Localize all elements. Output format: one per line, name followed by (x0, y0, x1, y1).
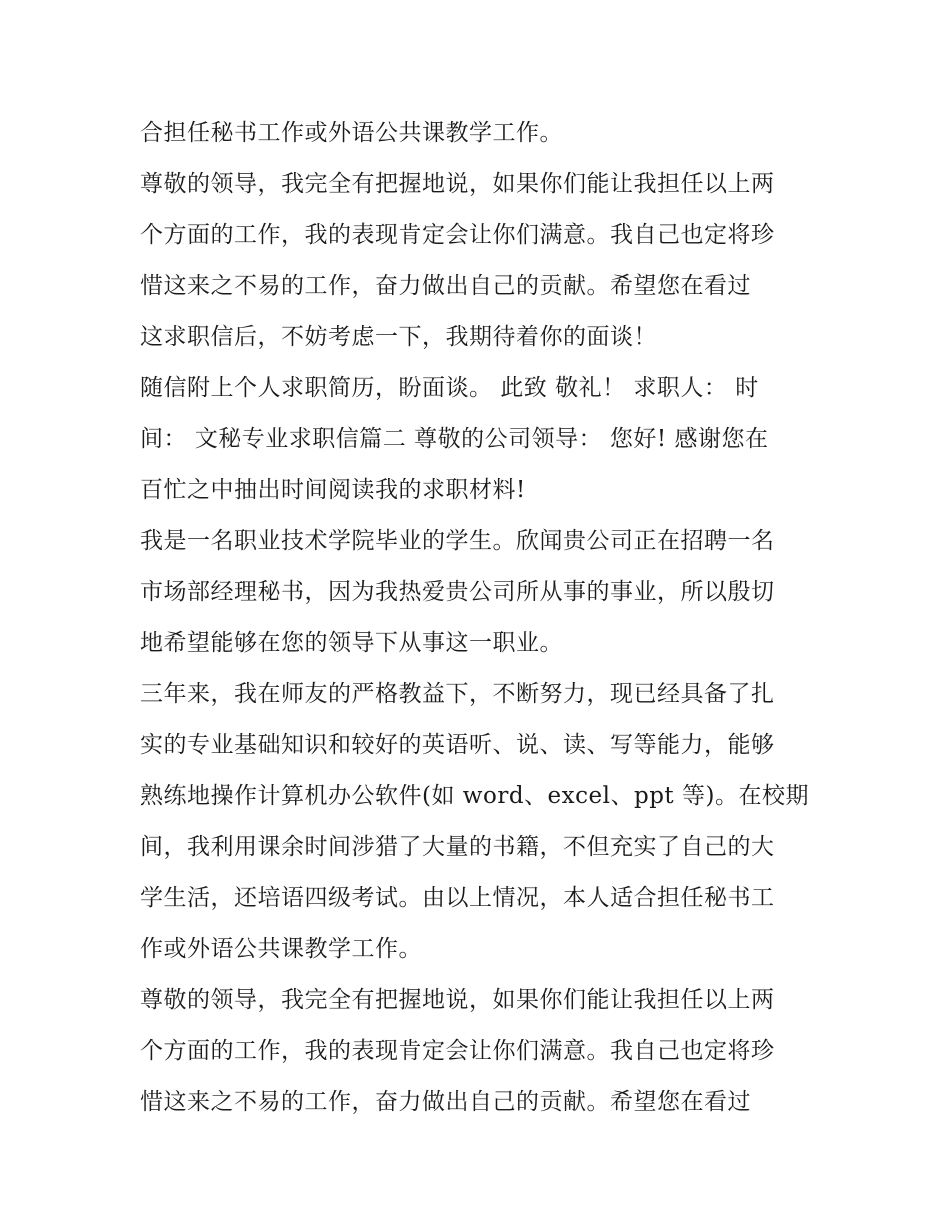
text-line: 实的专业基础知识和较好的英语听、说、读、写等能力，能够 (140, 732, 775, 758)
text-line: 三年来，我在师友的严格教益下，不断努力，现已经具备了扎 (140, 681, 775, 707)
text-line: 间，我利用课余时间涉猎了大量的书籍，不但充实了自己的大 (140, 834, 775, 860)
text-line: 作或外语公共课教学工作。 (140, 936, 422, 962)
text-line: 我是一名职业技术学院毕业的学生。欣闻贵公司正在招聘一名 (140, 528, 775, 554)
text-line: 惜这来之不易的工作，奋力做出自己的贡献。希望您在看过 (140, 1089, 751, 1115)
text-line: 随信附上个人求职简历，盼面谈。 此致 敬礼！ 求职人： 时 (140, 375, 759, 401)
text-line: 地希望能够在您的领导下从事这一职业。 (140, 630, 563, 656)
text-line: 学生活，还培语四级考试。由以上情况，本人适合担任秘书工 (140, 885, 775, 911)
text-line: 百忙之中抽出时间阅读我的求职材料! (140, 477, 526, 503)
document-body (140, 108, 830, 1128)
text-line: 间： 文秘专业求职信篇二 尊敬的公司领导： 您好! 感谢您在 (140, 426, 769, 452)
text-line: 个方面的工作，我的表现肯定会让你们满意。我自己也定将珍 (140, 1038, 775, 1064)
text-line: 市场部经理秘书，因为我热爱贵公司所从事的事业，所以殷切 (140, 579, 775, 605)
text-line: 这求职信后，不妨考虑一下，我期待着你的面谈！ (140, 324, 657, 350)
text-line: 尊敬的领导，我完全有把握地说，如果你们能让我担任以上两 (140, 171, 775, 197)
text-line: 尊敬的领导，我完全有把握地说，如果你们能让我担任以上两 (140, 987, 775, 1013)
text-line: 个方面的工作，我的表现肯定会让你们满意。我自己也定将珍 (140, 222, 775, 248)
text-line: 合担任秘书工作或外语公共课教学工作。 (140, 120, 563, 146)
text-line: 惜这来之不易的工作，奋力做出自己的贡献。希望您在看过 (140, 273, 751, 299)
text-line: 熟练地操作计算机办公软件(如 word、excel、ppt 等)。在校期 (140, 783, 809, 809)
